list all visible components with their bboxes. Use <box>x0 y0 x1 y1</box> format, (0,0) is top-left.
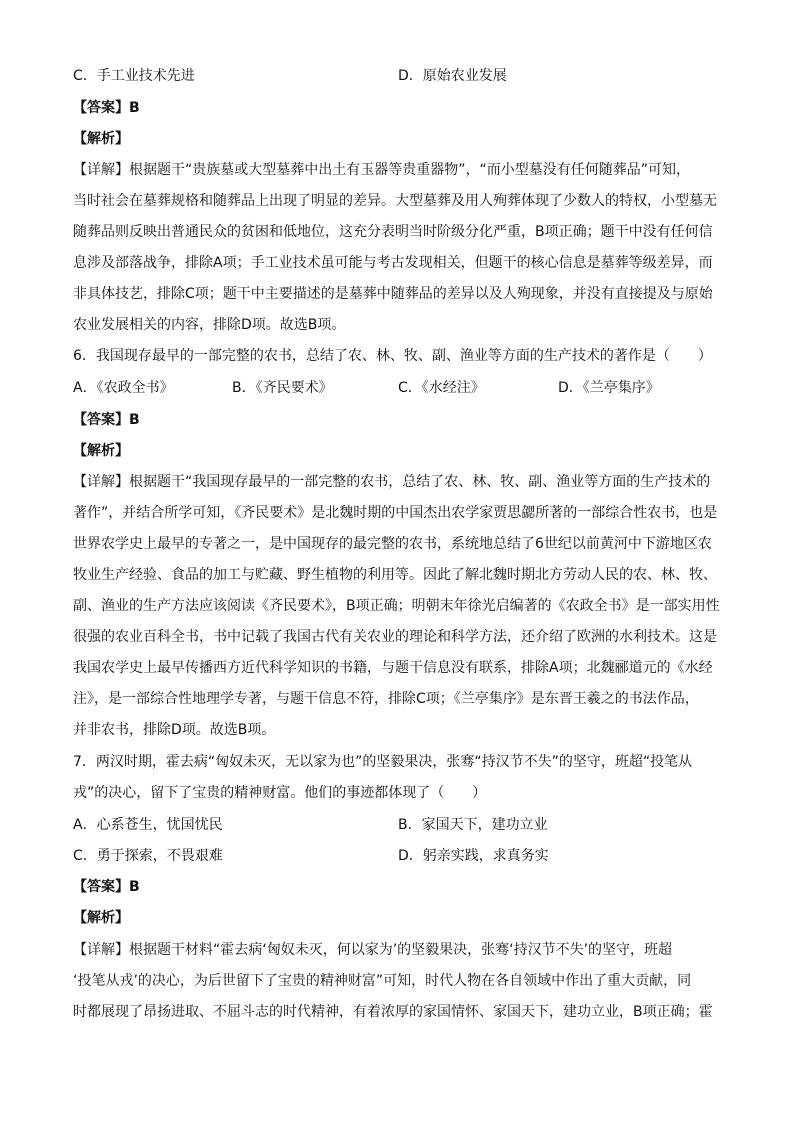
q5-detail-line: 当时社会在墓葬规格和随葬品上出现了明显的差异。大型墓葬及用人殉葬体现了少数人的特权，小型墓无 <box>73 193 717 209</box>
q6-option-b: B．《齐民要术》 <box>232 380 333 396</box>
q7-stem-line: 戎”的决心，留下了宝贵的精神财富。他们的事迹都体现了（ ） <box>73 785 487 801</box>
q6-detail-line: 很强的农业百科全书，书中记载了我国古代有关农业的理论和科学方法，还介绍了欧洲的水利技术。这是 <box>73 629 717 645</box>
q5-option-c: C．手工业技术先进 <box>73 68 195 84</box>
q6-detail-line: 著作”，并结合所学可知，《齐民要术》是北魏时期的中国杰出农学家贾思勰所著的一部综合性农书，也是 <box>73 505 718 521</box>
q7-option-d: D．躬亲实践，求真务实 <box>398 848 549 864</box>
q7-stem-line: 7．两汉时期，霍去病“匈奴未灭，无以家为也”的坚毅果决，张骞“持汉节不失”的坚守，班超“投笔从 <box>73 754 693 770</box>
q7-option-c: C．勇于探索，不畏艰难 <box>73 848 223 864</box>
q6-detail-line: 并非农书，排除D项。故选B项。 <box>73 722 276 738</box>
q5-detail-line: 息涉及部落战争，排除A项；手工业技术虽可能与考古发现相关，但题干的核心信息是墓葬等级差异，而 <box>73 255 713 271</box>
q7-detail-line: 【详解】根据题干材料“霍去病‘匈奴未灭，何以家为’的坚毅果决，张骞‘持汉节不失’的坚守，班超 <box>73 942 673 958</box>
q6-analysis-label: 【解析】 <box>73 443 129 459</box>
q5-analysis-label: 【解析】 <box>73 131 129 147</box>
q6-option-c: C．《水经注》 <box>398 380 485 396</box>
q7-detail-line: 时都展现了昂扬进取、不屈斗志的时代精神，有着浓厚的家国情怀、家国天下，建功立业，B项正确；霍 <box>73 1004 713 1020</box>
q5-answer: 【答案】B <box>73 100 140 116</box>
q7-analysis-label: 【解析】 <box>73 910 129 926</box>
q6-answer: 【答案】B <box>73 412 140 428</box>
q7-detail-line: ‘投笔从戎’的决心，为后世留下了宝贵的精神财富”可知，时代人物在各自领域中作出了重大贡献，同 <box>73 973 692 989</box>
q5-detail-line: 随葬品则反映出普通民众的贫困和低地位，这充分表明当时阶级分化严重，B项正确；题干中没有任何信 <box>73 224 713 240</box>
q7-answer: 【答案】B <box>73 879 140 895</box>
q7-option-a: A．心系苍生，忧国忧民 <box>73 817 223 833</box>
q6-detail-line: 【详解】根据题干“我国现存最早的一部完整的农书，总结了农、林、牧、副、渔业等方面的生产技术的 <box>73 474 711 490</box>
q5-option-d: D．原始农业发展 <box>398 68 507 84</box>
q5-detail-line: 农业发展相关的内容，排除D项。故选B项。 <box>73 317 346 333</box>
q6-stem: 6．我国现存最早的一部完整的农书，总结了农、林、牧、副、渔业等方面的生产技术的著作是（ ） <box>73 348 712 364</box>
q6-detail-line: 注》，是一部综合性地理学专著，与题干信息不符，排除C项；《兰亭集序》是东晋王羲之的书法作品， <box>73 691 699 707</box>
q5-detail-line: 非具体技艺，排除C项；题干中主要描述的是墓葬中随葬品的差异以及人殉现象，并没有直接提及与原始 <box>73 286 713 302</box>
q6-detail-line: 副、渔业的生产方法应该阅读《齐民要术》，B项正确；明朝末年徐光启编著的《农政全书》是一部实用性 <box>73 598 720 614</box>
q7-option-b: B．家国天下，建功立业 <box>398 817 548 833</box>
q6-detail-line: 世界农学史上最早的专著之一，是中国现存的最完整的农书，系统地总结了6世纪以前黄河中下游地区农 <box>73 536 712 552</box>
q5-detail-line: 【详解】根据题干“贵族墓或大型墓葬中出土有玉器等贵重器物”，“而小型墓没有任何随葬品”可知， <box>73 162 691 178</box>
q6-option-a: A．《农政全书》 <box>73 380 174 396</box>
q6-detail-line: 牧业生产经验、食品的加工与贮藏、野生植物的利用等。因此了解北魏时期北方劳动人民的农、林、牧、 <box>73 567 717 583</box>
q6-option-d: D．《兰亭集序》 <box>558 380 660 396</box>
q6-detail-line: 我国农学史上最早传播西方近代科学知识的书籍，与题干信息没有联系，排除A项；北魏郦道元的《水经 <box>73 660 713 676</box>
